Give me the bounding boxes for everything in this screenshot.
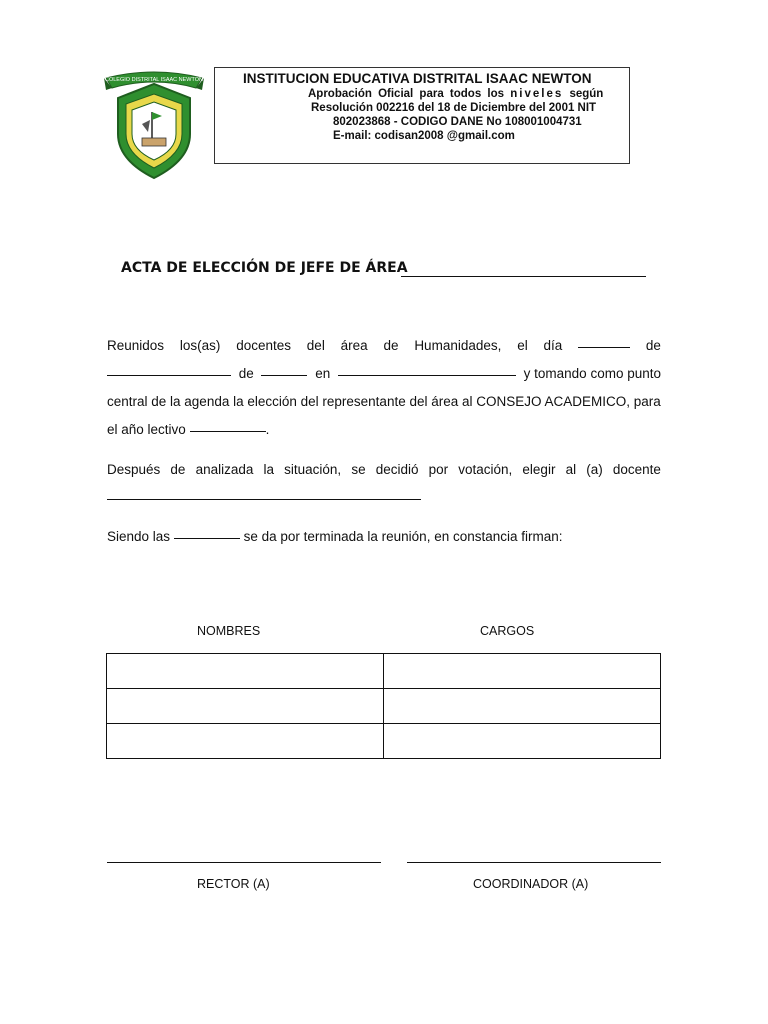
table-row: [107, 654, 661, 689]
word: y tomando como punto: [523, 366, 661, 381]
word: Reunidos: [107, 338, 165, 353]
rector-label: RECTOR (A): [197, 877, 270, 891]
header-dane-line: 802023868 - CODIGO DANE No 108001004731: [333, 116, 582, 128]
position-cell[interactable]: [384, 654, 661, 689]
paragraph-line: [107, 388, 661, 416]
day-blank[interactable]: [578, 332, 630, 348]
name-cell[interactable]: [107, 689, 384, 724]
word: el: [517, 338, 528, 353]
column-header-nombres: NOMBRES: [197, 624, 261, 638]
word: de: [645, 338, 661, 353]
word: los(as): [179, 338, 221, 353]
word: docente: [612, 462, 661, 477]
coordinator-signature-line[interactable]: [407, 862, 661, 863]
name-cell[interactable]: [107, 654, 384, 689]
month-blank[interactable]: [107, 360, 231, 376]
word: de: [238, 366, 254, 381]
word: (a): [586, 462, 603, 477]
vote-paragraph: [107, 456, 661, 512]
time-blank[interactable]: [174, 523, 240, 539]
word: por: [428, 462, 449, 477]
word: en: [315, 366, 331, 381]
word: área: [340, 338, 368, 353]
paragraph-text: se da por terminada la reunión, en constancia firman:: [243, 529, 563, 544]
header-resolution-line: Resolución 002216 del 18 de Diciembre del 2001 NIT: [311, 102, 597, 114]
paragraph-text: central de la agenda la elección del representante del área al CONSEJO ACADEMICO, para: [107, 394, 661, 409]
header-approval-text: Aprobación Oficial para todos los: [308, 88, 505, 100]
word: día: [543, 338, 563, 353]
paragraph-line: [107, 416, 661, 444]
paragraph-line: [107, 523, 661, 551]
word: decidió: [375, 462, 419, 477]
word: docentes: [236, 338, 291, 353]
paragraph-text: el año lectivo: [107, 422, 186, 437]
document-title: ACTA DE ELECCIÓN DE JEFE DE ÁREA: [121, 260, 408, 276]
word: de: [170, 462, 186, 477]
word: de: [383, 338, 399, 353]
position-cell[interactable]: [384, 689, 661, 724]
header-segun-text: según: [569, 88, 604, 100]
paragraph-line: [107, 360, 661, 388]
word: Humanidades,: [414, 338, 502, 353]
area-name-blank[interactable]: [401, 276, 646, 277]
word: elegir: [522, 462, 556, 477]
rector-signature-line[interactable]: [107, 862, 381, 863]
elected-teacher-blank[interactable]: [107, 484, 421, 500]
period: .: [265, 422, 270, 437]
word: del: [306, 338, 325, 353]
closing-paragraph: [107, 523, 661, 551]
school-logo: [104, 64, 204, 182]
logo-ribbon-text: COLEGIO DISTRITAL ISAAC NEWTON: [105, 77, 203, 83]
word: situación,: [284, 462, 342, 477]
institution-name: INSTITUCION EDUCATIVA DISTRITAL ISAAC NEWTON: [243, 71, 592, 86]
header-email-line: E-mail: codisan2008 @gmail.com: [333, 130, 515, 142]
place-blank[interactable]: [338, 360, 516, 376]
position-cell[interactable]: [384, 724, 661, 759]
table-row: [107, 689, 661, 724]
word: analizada: [195, 462, 254, 477]
header-approval-line: [308, 88, 603, 100]
school-year-blank[interactable]: [190, 416, 266, 432]
word: la: [263, 462, 275, 477]
word: al: [565, 462, 577, 477]
paragraph-line: [107, 456, 661, 484]
institution-header: [214, 67, 630, 164]
year-blank[interactable]: [261, 360, 307, 376]
meeting-paragraph: [107, 332, 661, 444]
table-row: [107, 724, 661, 759]
coordinator-label: COORDINADOR (A): [473, 877, 589, 891]
paragraph-line: [107, 332, 661, 360]
column-header-cargos: CARGOS: [480, 624, 535, 638]
word: votación,: [458, 462, 513, 477]
name-cell[interactable]: [107, 724, 384, 759]
header-levels-text: niveles: [510, 88, 564, 100]
word: Después: [107, 462, 161, 477]
signatures-table: [106, 653, 661, 759]
paragraph-text: Siendo las: [107, 529, 171, 544]
paragraph-line: [107, 484, 661, 512]
word: se: [351, 462, 366, 477]
